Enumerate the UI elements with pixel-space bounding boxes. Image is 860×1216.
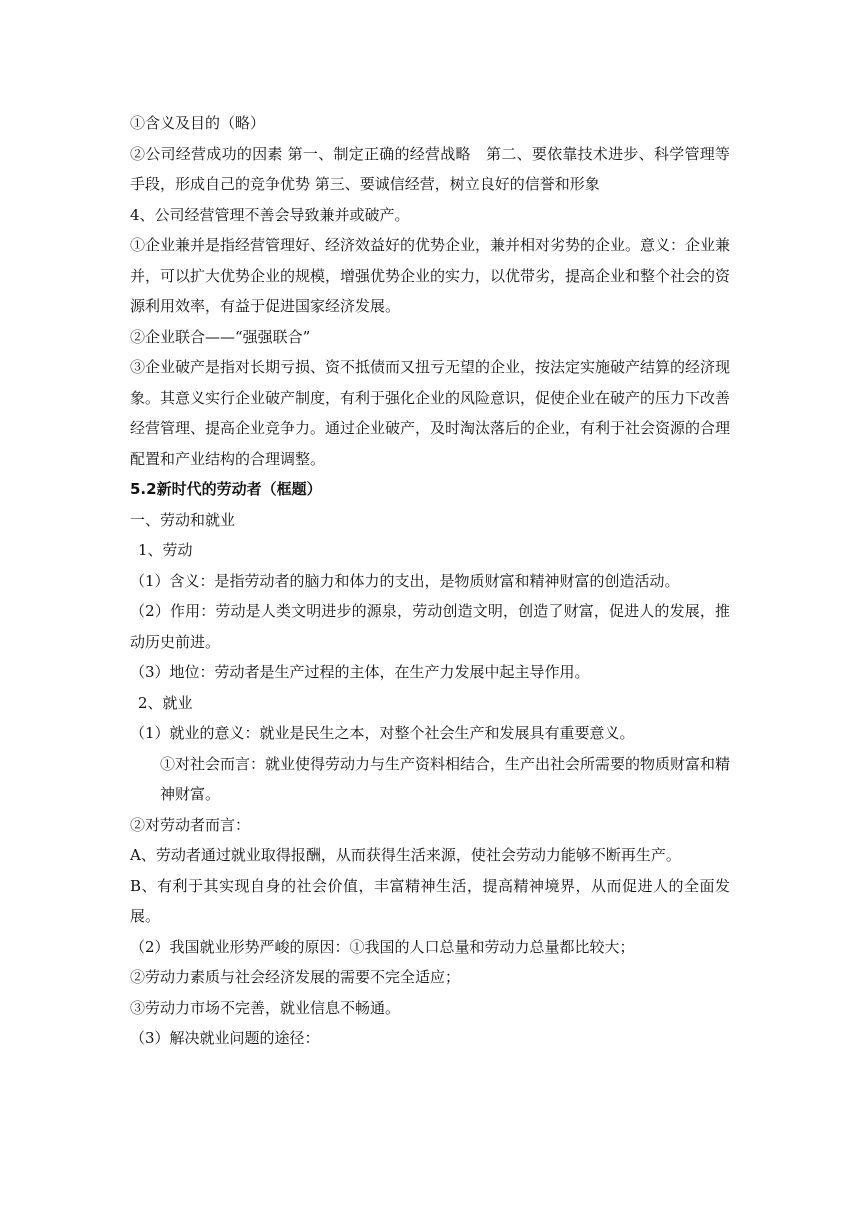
paragraph-employment-situation: （2）我国就业形势严峻的原因：①我国的人口总量和劳动力总量都比较大； [130, 937, 635, 956]
paragraph-enterprise-bankruptcy: ③企业破产是指对长期亏损、资不抵债而又扭亏无望的企业，按法定实施破产结算的经济现象。其意义实行企业破产制度，有利于强化企业的风险意识，促使企业在破产的压力下改善经营管理、提高企业竞争力。通过企业破产，及时淘汰落后的企业，有利于社会资源的合理配置和产业结构的合理调整。 [130, 358, 731, 468]
paragraph-for-society: ①对社会而言：就业使得劳动力与生产资料相结合，生产出社会所需要的物质财富和精神财富。 [160, 754, 731, 803]
subsection-heading: 一、劳动和就业 [130, 510, 236, 529]
paragraph-labor-quality: ②劳动力素质与社会经济发展的需要不完全适应； [130, 968, 461, 986]
paragraph-point-b: B、有利于其实现自身的社会价值，丰富精神生活，提高精神境界，从而促进人的全面发展。 [130, 876, 730, 925]
paragraph-employment-significance: （1）就业的意义：就业是民生之本，对整个社会生产和发展具有重要意义。 [130, 724, 635, 742]
paragraph-labor-market: ③劳动力市场不完善，就业信息不畅通。 [130, 998, 401, 1017]
paragraph-for-workers: ②对劳动者而言： [130, 815, 251, 834]
paragraph-merger-bankruptcy: 4、公司经营管理不善会导致兼并或破产。 [130, 205, 410, 224]
item-labor: 1、劳动 [138, 541, 193, 559]
item-employment: 2、就业 [138, 693, 193, 712]
paragraph-success-factors: ②公司经营成功的因素 第一、制定正确的经营战略 第二、要依靠技术进步、科学管理等手段，形成自己的竞争优势 第三、要诚信经营，树立良好的信誉和形象 [130, 144, 730, 193]
paragraph-labor-role: （2）作用：劳动是人类文明进步的源泉，劳动创造文明，创造了财富，促进人的发展，推动历史前进。 [130, 602, 730, 651]
paragraph-meaning-purpose: ①含义及目的（略） [130, 114, 266, 132]
paragraph-enterprise-alliance: ②企业联合——“强强联合” [130, 327, 311, 346]
document-body [130, 108, 730, 1054]
paragraph-labor-meaning: （1）含义：是指劳动者的脑力和体力的支出，是物质财富和精神财富的创造活动。 [130, 571, 680, 590]
paragraph-solutions: （3）解决就业问题的途径： [130, 1029, 320, 1047]
paragraph-point-a: A、劳动者通过就业取得报酬，从而获得生活来源，使社会劳动力能够不断再生产。 [130, 846, 681, 864]
section-heading: 5.2新时代的劳动者（框题） [130, 480, 322, 498]
paragraph-labor-status: （3）地位：劳动者是生产过程的主体，在生产力发展中起主导作用。 [130, 663, 590, 681]
paragraph-enterprise-merger: ①企业兼并是指经营管理好、经济效益好的优势企业，兼并相对劣势的企业。意义：企业兼并，可以扩大优势企业的规模，增强优势企业的实力，以优带劣，提高企业和整个社会的资源利用效率，有益于促进国家经济发展。 [130, 236, 731, 315]
